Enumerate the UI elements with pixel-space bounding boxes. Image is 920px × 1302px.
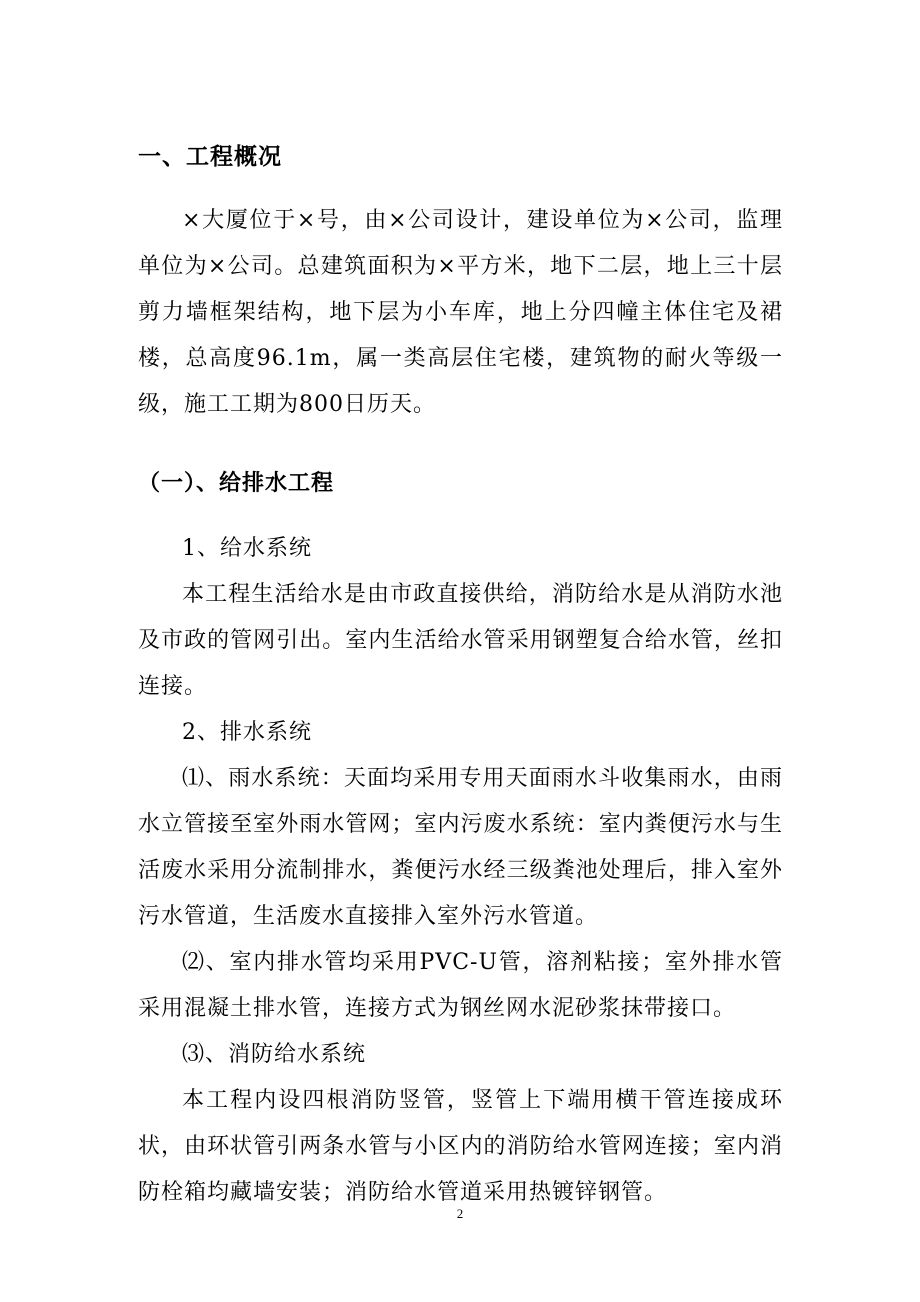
- fire-water-paragraph: 本工程内设四根消防竖管，竖管上下端用横干管连接成环状，由环状管引两条水管与小区内的消防给水管网连接；室内消防栓箱均藏墙安装；消防给水管道采用热镀锌钢管。: [138, 1088, 783, 1205]
- water-supply-paragraph: 本工程生活给水是由市政直接供给，消防给水是从消防水池及市政的管网引出。室内生活给水管采用钢塑复合给水管，丝扣连接。: [138, 582, 783, 699]
- section-heading: 一、工程概况: [138, 143, 282, 170]
- fire-water-title: ⑶、消防给水系统: [182, 1042, 367, 1067]
- page-number: 2: [456, 1206, 464, 1221]
- overview-paragraph: ×大厦位于×号，由×公司设计，建设单位为×公司，监理单位为×公司。总建筑面积为×平方米，地下二层，地上三十层剪力墙框架结构，地下层为小车库，地上分四幢主体住宅及裙楼，总高度96.1m，属一类高层住宅楼，建筑物的耐火等级一级，施工工期为800日历天。: [138, 208, 783, 417]
- overview-block: [138, 198, 783, 428]
- body-block: [138, 526, 783, 1216]
- water-supply-title: 1、给水系统: [182, 536, 312, 561]
- subsection-heading: （一）、给排水工程: [138, 470, 335, 496]
- drainage-item-2: ⑵、室内排水管均采用PVC-U管，溶剂粘接；室外排水管采用混凝土排水管，连接方式为钢丝网水泥砂浆抹带接口。: [138, 950, 783, 1021]
- drainage-item-1: ⑴、雨水系统：天面均采用专用天面雨水斗收集雨水，由雨水立管接至室外雨水管网；室内污废水系统：室内粪便污水与生活废水采用分流制排水，粪便污水经三级粪池处理后，排入室外污水管道，生活废水直接排入室外污水管道。: [138, 766, 783, 929]
- drainage-title: 2、排水系统: [182, 720, 312, 745]
